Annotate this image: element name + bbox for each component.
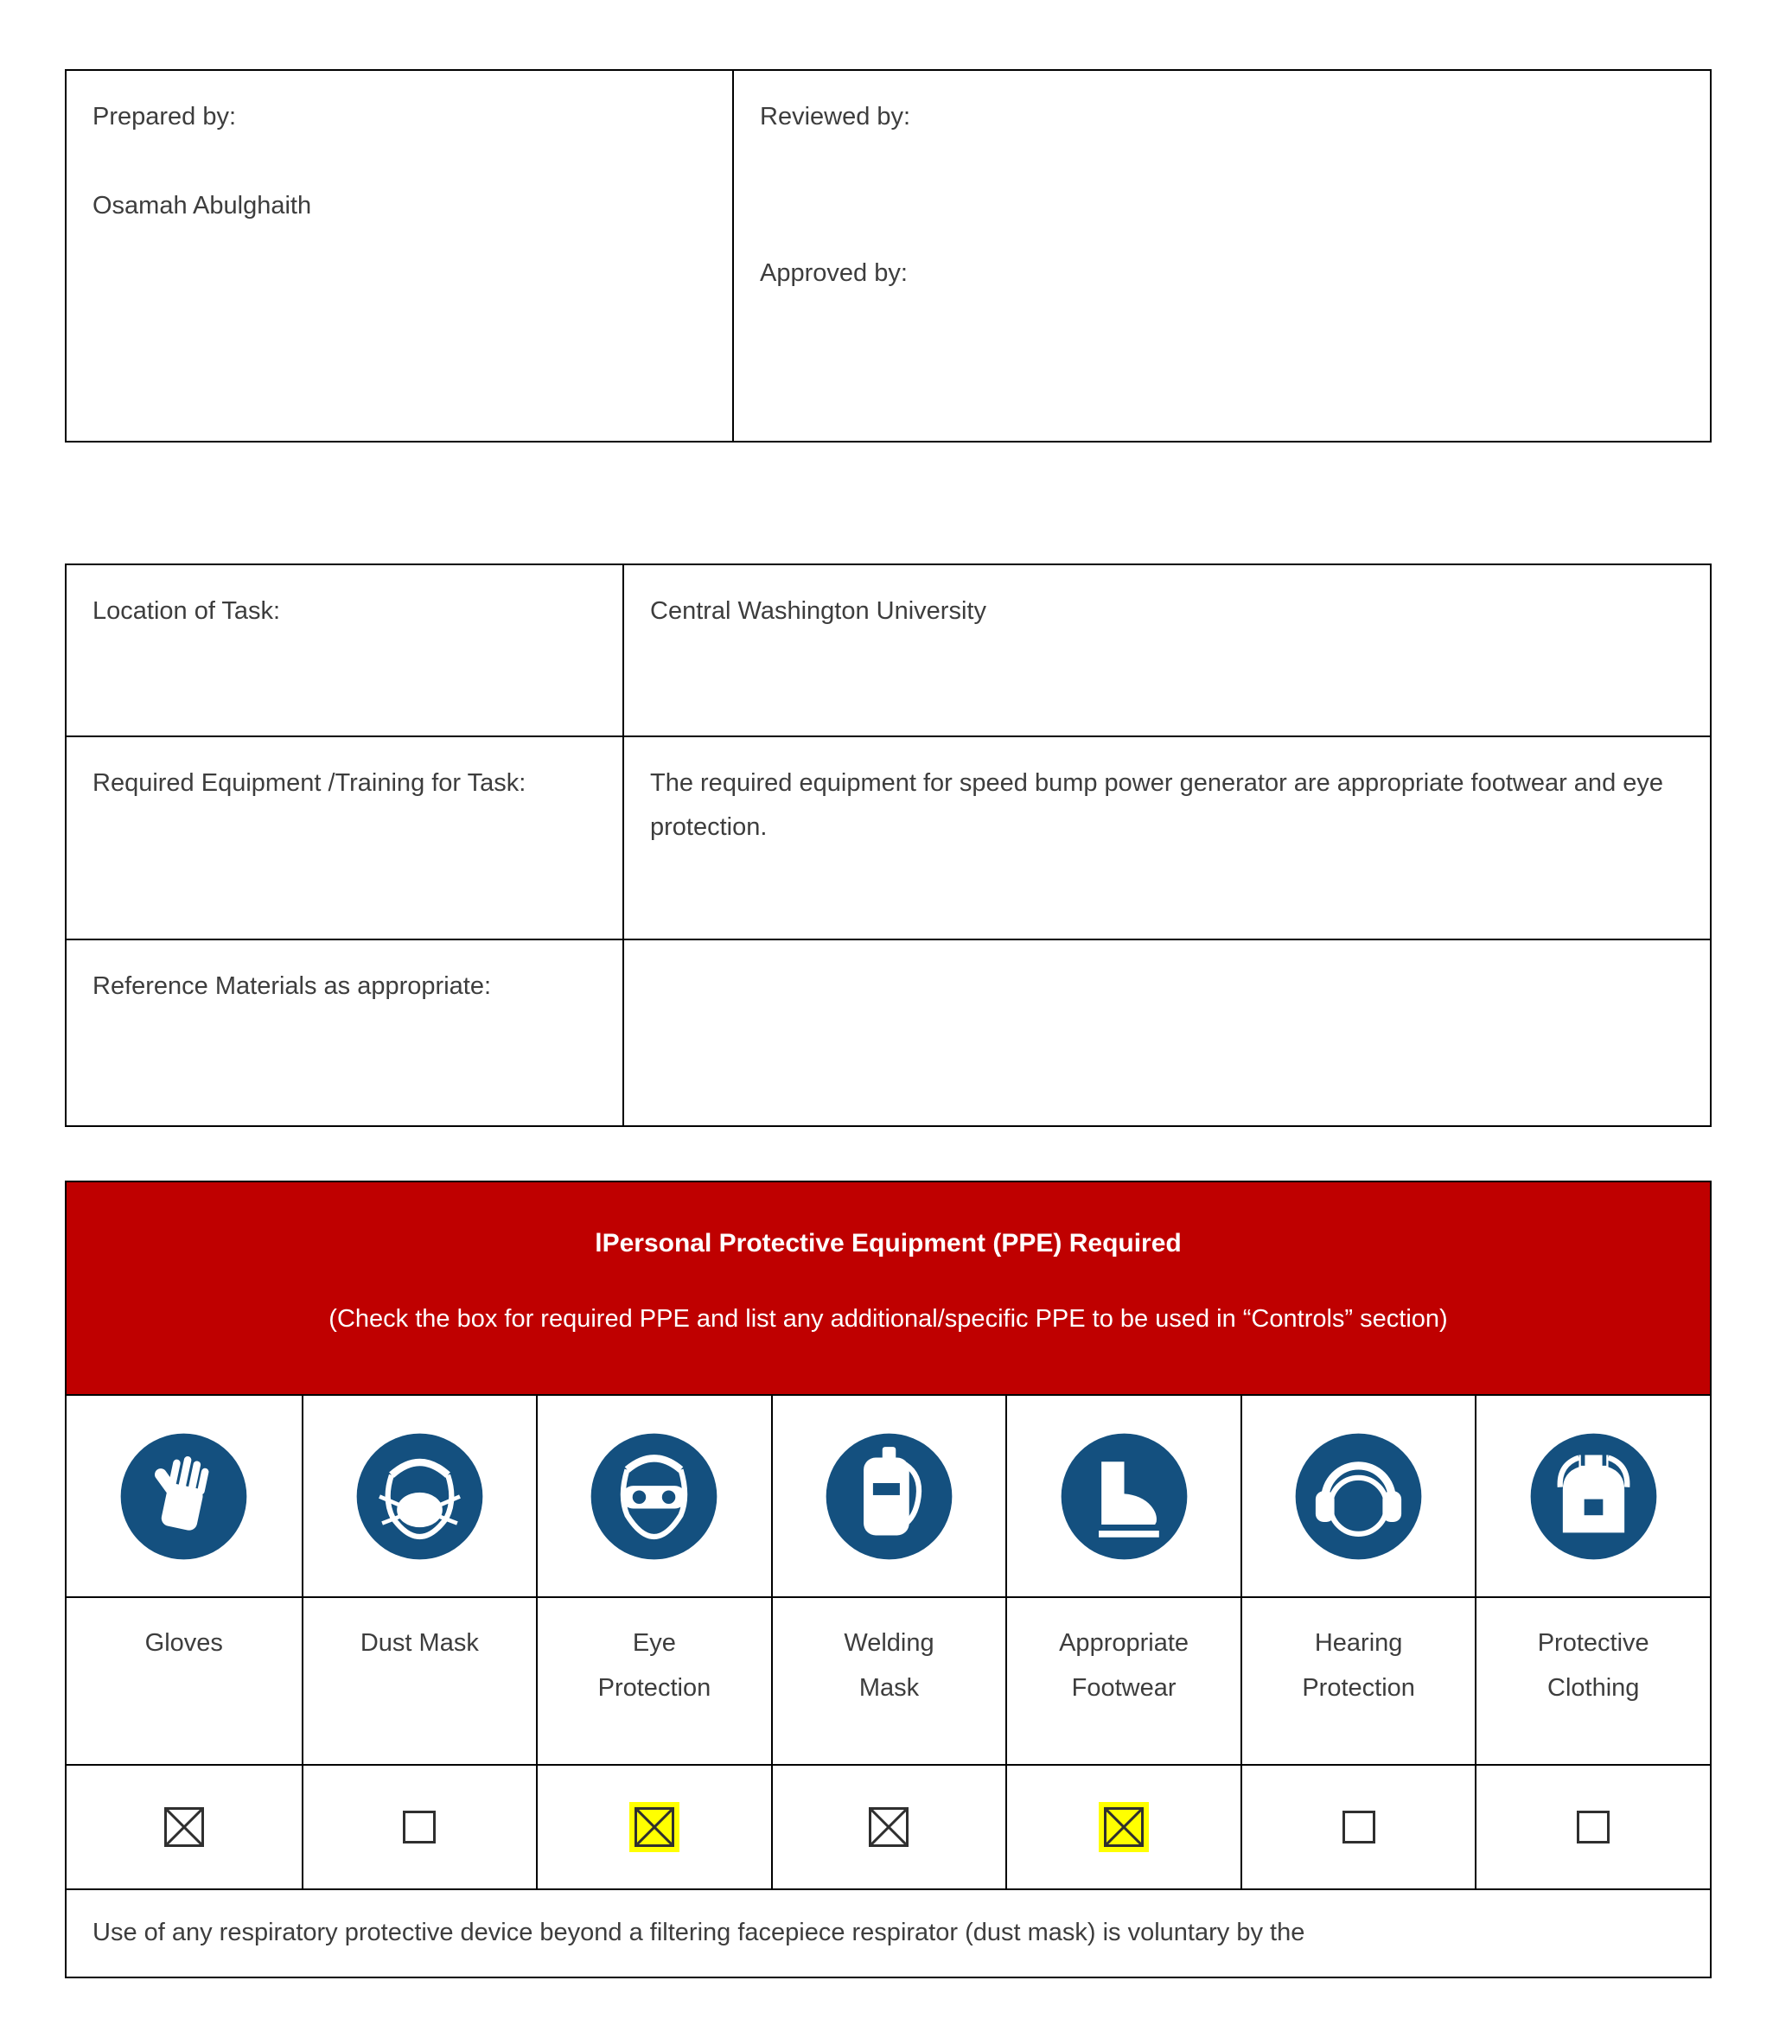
ppe-table bbox=[65, 1181, 1712, 1978]
gloves-icon-cell bbox=[67, 1396, 302, 1596]
prepared-by-name: Osamah Abulghaith bbox=[92, 191, 312, 220]
required-equipment-value: The required equipment for speed bump power generator are appropriate footwear and eye protection. bbox=[622, 737, 1710, 939]
ppe-labels-row bbox=[67, 1596, 1710, 1764]
appropriate-footwear-checkbox[interactable] bbox=[1099, 1802, 1149, 1852]
eye-protection-icon-cell bbox=[536, 1396, 771, 1596]
approved-by-label: Approved by: bbox=[760, 258, 908, 287]
welding-mask-icon-cell bbox=[771, 1396, 1006, 1596]
appropriate-footwear-icon-cell bbox=[1005, 1396, 1240, 1596]
eye-protection-icon bbox=[587, 1430, 721, 1563]
hearing-protection-icon-cell bbox=[1240, 1396, 1476, 1596]
ppe-title: lPersonal Protective Equipment (PPE) Required bbox=[595, 1229, 1182, 1258]
prepared-by-cell bbox=[67, 71, 732, 441]
ppe-checkboxes-row bbox=[67, 1764, 1710, 1888]
welding-mask-checkbox[interactable] bbox=[864, 1802, 914, 1852]
ppe-label-hearing-protection: Hearing Protection bbox=[1240, 1598, 1476, 1764]
welding-mask-icon bbox=[822, 1430, 956, 1563]
reviewed-approved-cell bbox=[732, 71, 1710, 441]
protective-clothing-checkbox[interactable] bbox=[1572, 1805, 1615, 1849]
hearing-protection-icon bbox=[1291, 1430, 1425, 1563]
ppe-label-protective-clothing: Protective Clothing bbox=[1475, 1598, 1710, 1764]
required-equipment-label: Required Equipment /Training for Task: bbox=[92, 769, 526, 797]
ppe-label-dust-mask: Dust Mask bbox=[302, 1598, 537, 1764]
ppe-label-eye-protection: Eye Protection bbox=[536, 1598, 771, 1764]
prepared-by-label: Prepared by: bbox=[92, 103, 237, 131]
gloves-checkbox[interactable] bbox=[159, 1802, 209, 1852]
protective-clothing-icon-cell bbox=[1475, 1396, 1710, 1596]
reference-materials-value bbox=[622, 940, 1710, 1125]
table-row bbox=[67, 939, 1710, 1125]
location-of-task-label: Location of Task: bbox=[92, 597, 281, 625]
gloves-icon bbox=[117, 1430, 251, 1563]
eye-protection-checkbox[interactable] bbox=[629, 1802, 679, 1852]
dust-mask-checkbox[interactable] bbox=[398, 1805, 441, 1849]
table-row bbox=[67, 565, 1710, 735]
protective-clothing-icon bbox=[1527, 1430, 1661, 1563]
ppe-icons-row bbox=[67, 1394, 1710, 1596]
dust-mask-icon-cell bbox=[302, 1396, 537, 1596]
ppe-header bbox=[67, 1182, 1710, 1394]
ppe-label-appropriate-footwear: Appropriate Footwear bbox=[1005, 1598, 1240, 1764]
ppe-subtitle: (Check the box for required PPE and list any additional/specific PPE to be used in “Controls” section) bbox=[328, 1305, 1448, 1333]
dust-mask-icon bbox=[353, 1430, 487, 1563]
hearing-protection-checkbox[interactable] bbox=[1337, 1805, 1381, 1849]
ppe-label-welding-mask: Welding Mask bbox=[771, 1598, 1006, 1764]
ppe-footnote: Use of any respiratory protective device beyond a filtering facepiece respirator (dust mask) is voluntary by the bbox=[67, 1888, 1710, 1977]
signature-table bbox=[65, 69, 1712, 443]
location-of-task-value: Central Washington University bbox=[622, 565, 1710, 735]
reference-materials-label: Reference Materials as appropriate: bbox=[92, 972, 492, 1000]
reviewed-by-label: Reviewed by: bbox=[760, 103, 911, 131]
ppe-label-gloves: Gloves bbox=[144, 1629, 223, 1657]
appropriate-footwear-icon bbox=[1057, 1430, 1191, 1563]
task-info-table bbox=[65, 564, 1712, 1127]
table-row bbox=[67, 735, 1710, 939]
